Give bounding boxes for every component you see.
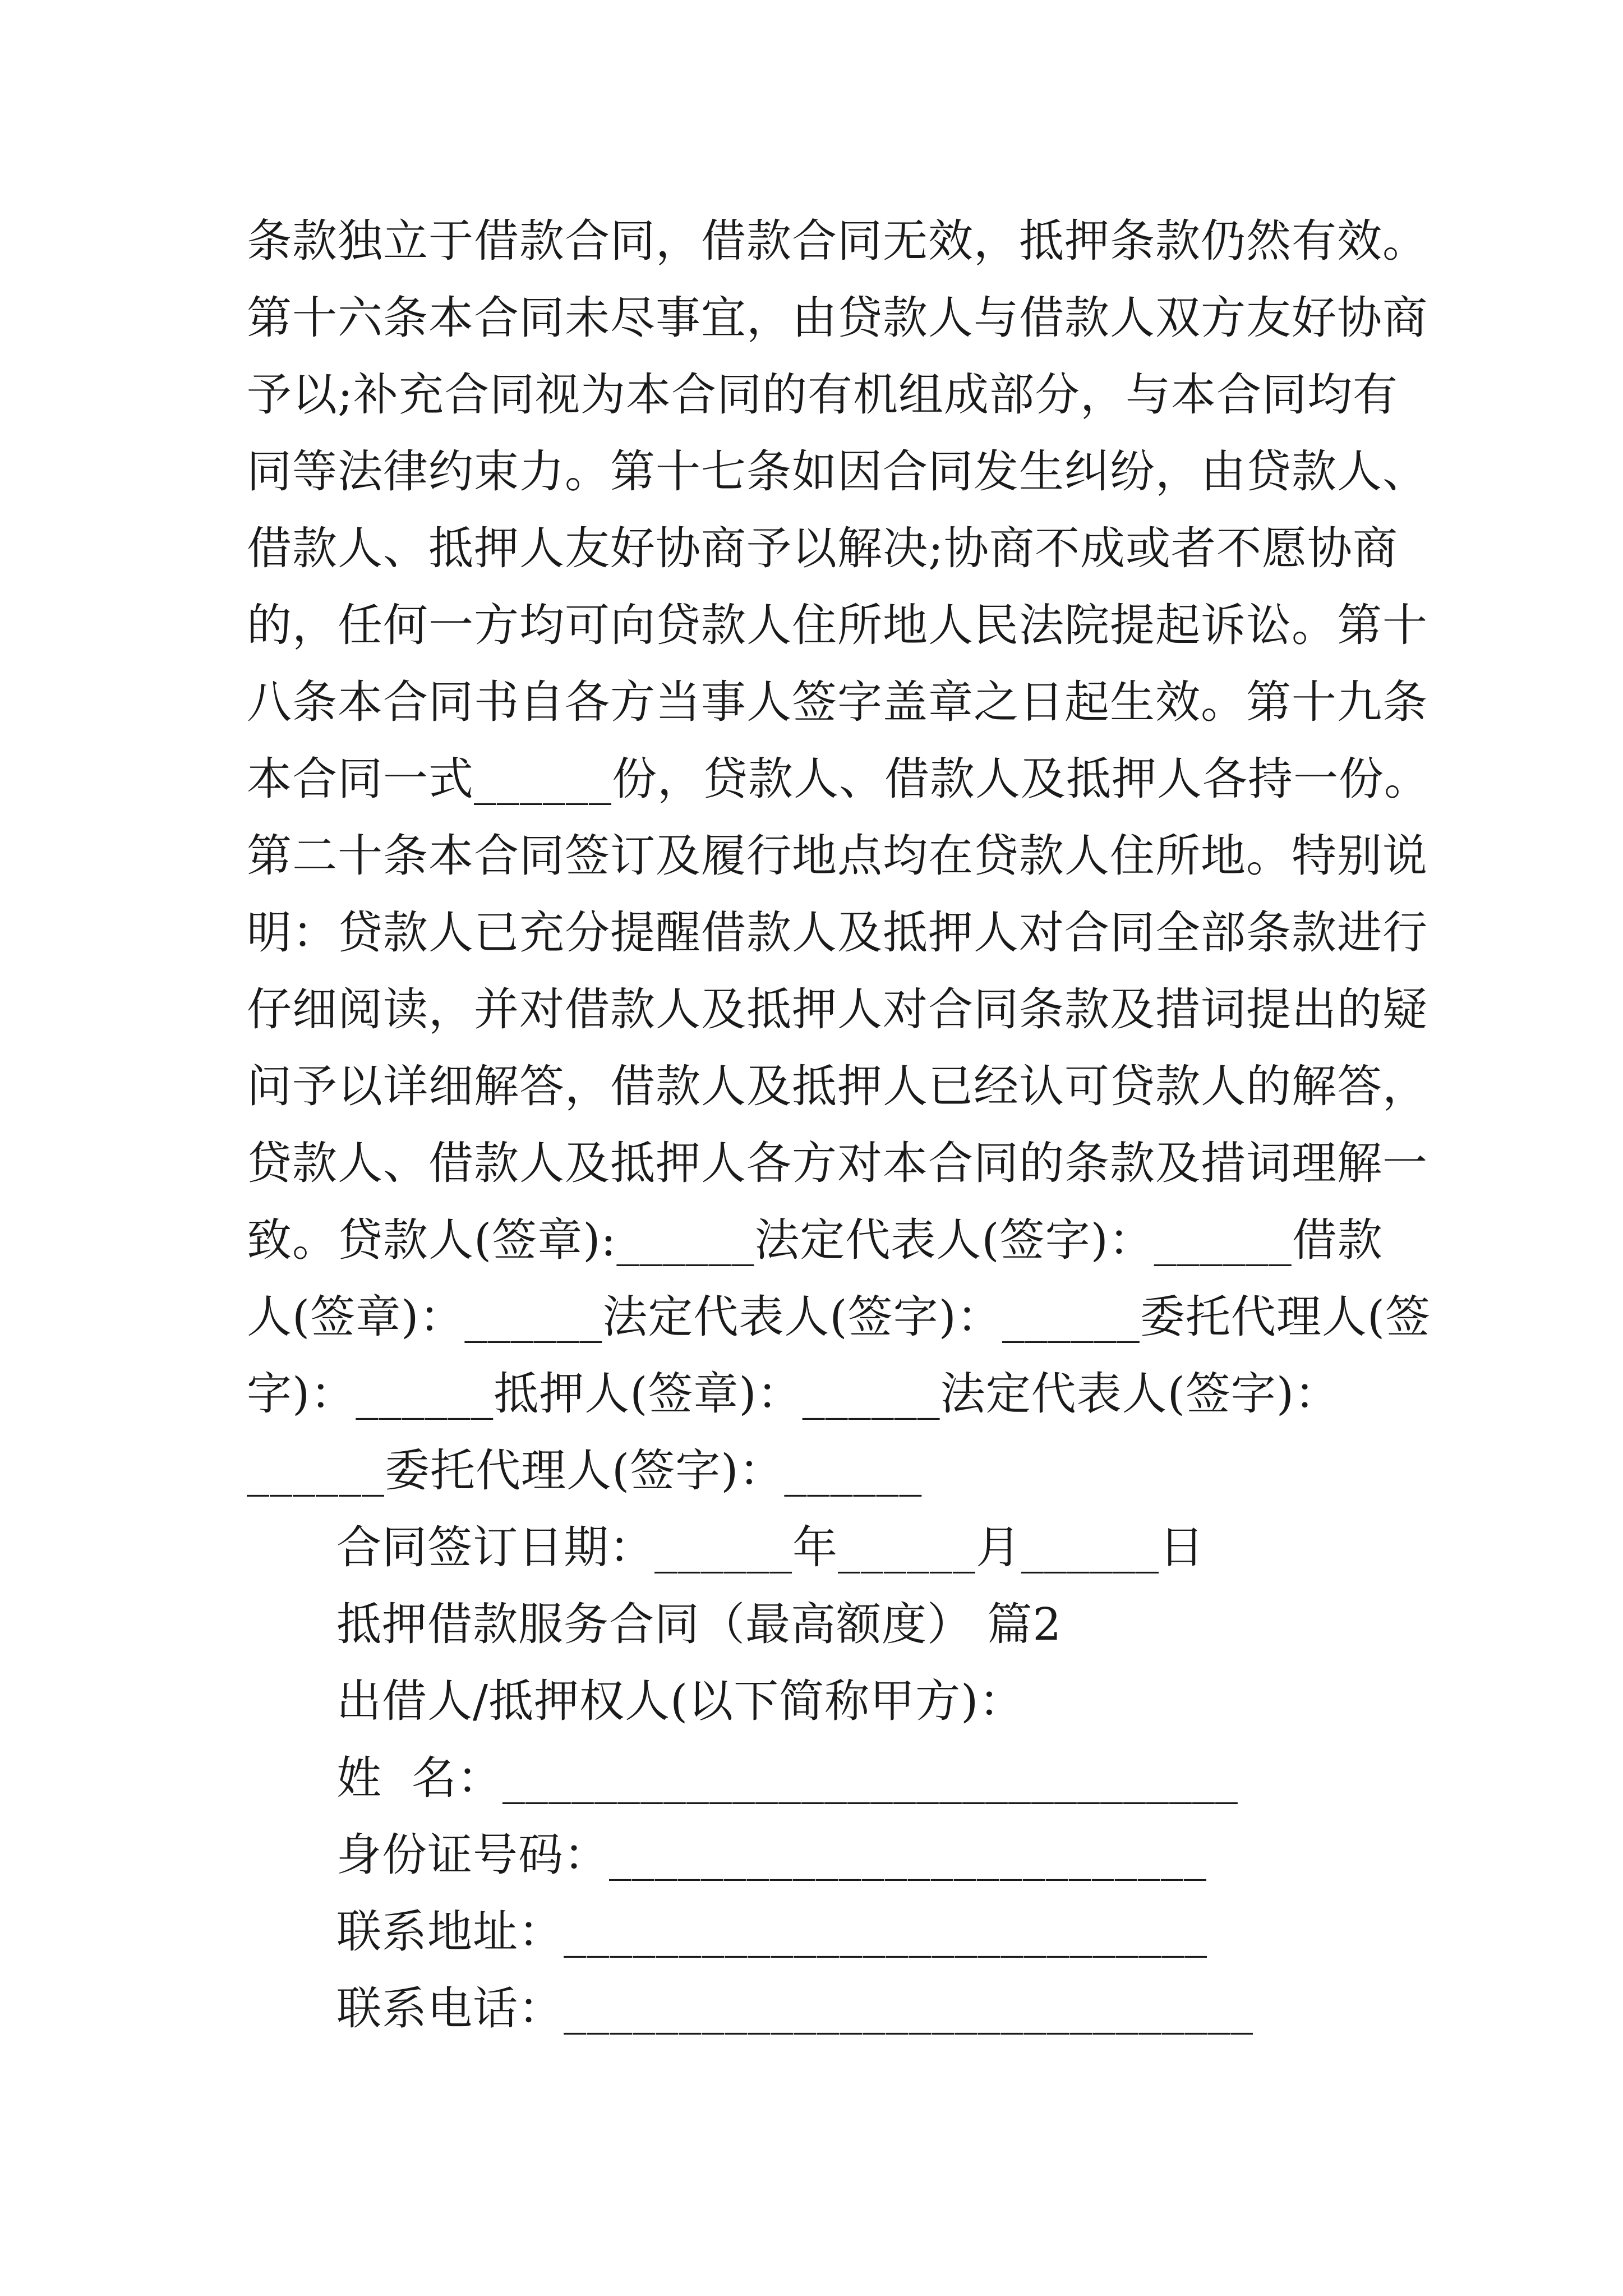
body-line: 致。贷款人(签章):______法定代表人(签字)：______借款 [247,1214,1383,1266]
body-line: ______委托代理人(签字)：______ [247,1444,923,1497]
body-line: 字)：______抵押人(签章)：______法定代表人(签字)： [247,1368,1340,1420]
body-line: 仔细阅读，并对借款人及抵押人对合同条款及措词提出的疑 [247,983,1428,1036]
body-line: 第二十条本合同签订及履行地点均在贷款人住所地。特别说 [247,830,1428,882]
phone-field: 联系电话：______________________________ [336,1982,1253,2035]
body-line: 的，任何一方均可向贷款人住所地人民法院提起诉讼。第十 [247,599,1428,651]
body-line: 条款独立于借款合同，借款合同无效，抵押条款仍然有效。 [247,215,1428,267]
section-title: 抵押借款服务合同（最高额度） 篇2 [336,1598,1062,1650]
id-number-field: 身份证号码：__________________________ [336,1829,1207,1881]
body-line: 八条本合同书自各方当事人签字盖章之日起生效。第十九条 [247,676,1428,728]
body-line: 借款人、抵押人友好协商予以解决;协商不成或者不愿协商 [247,522,1398,574]
party-heading: 出借人/抵押权人(以下简称甲方)： [336,1675,1025,1727]
body-line: 明：贷款人已充分提醒借款人及抵押人对合同全部条款进行 [247,907,1428,959]
body-line: 第十六条本合同未尽事宜，由贷款人与借款人双方友好协商 [247,292,1428,344]
body-line: 同等法律约束力。第十七条如因合同发生纠纷，由贷款人、 [247,445,1428,498]
name-field: 姓 名：________________________________ [336,1752,1238,1804]
body-line: 人(签章)：______法定代表人(签字)：______委托代理人(签 [247,1291,1431,1343]
body-line: 本合同一式______份，贷款人、借款人及抵押人各持一份。 [247,753,1430,805]
body-line: 予以;补充合同视为本合同的有机组成部分，与本合同均有 [247,369,1398,421]
body-line: 贷款人、借款人及抵押人各方对本合同的条款及措词理解一 [247,1137,1428,1189]
sign-date-line: 合同签订日期：______年______月______日 [336,1521,1205,1573]
body-line: 问予以详细解答，借款人及抵押人已经认可贷款人的解答， [247,1060,1428,1112]
address-field: 联系地址：____________________________ [336,1906,1207,1958]
